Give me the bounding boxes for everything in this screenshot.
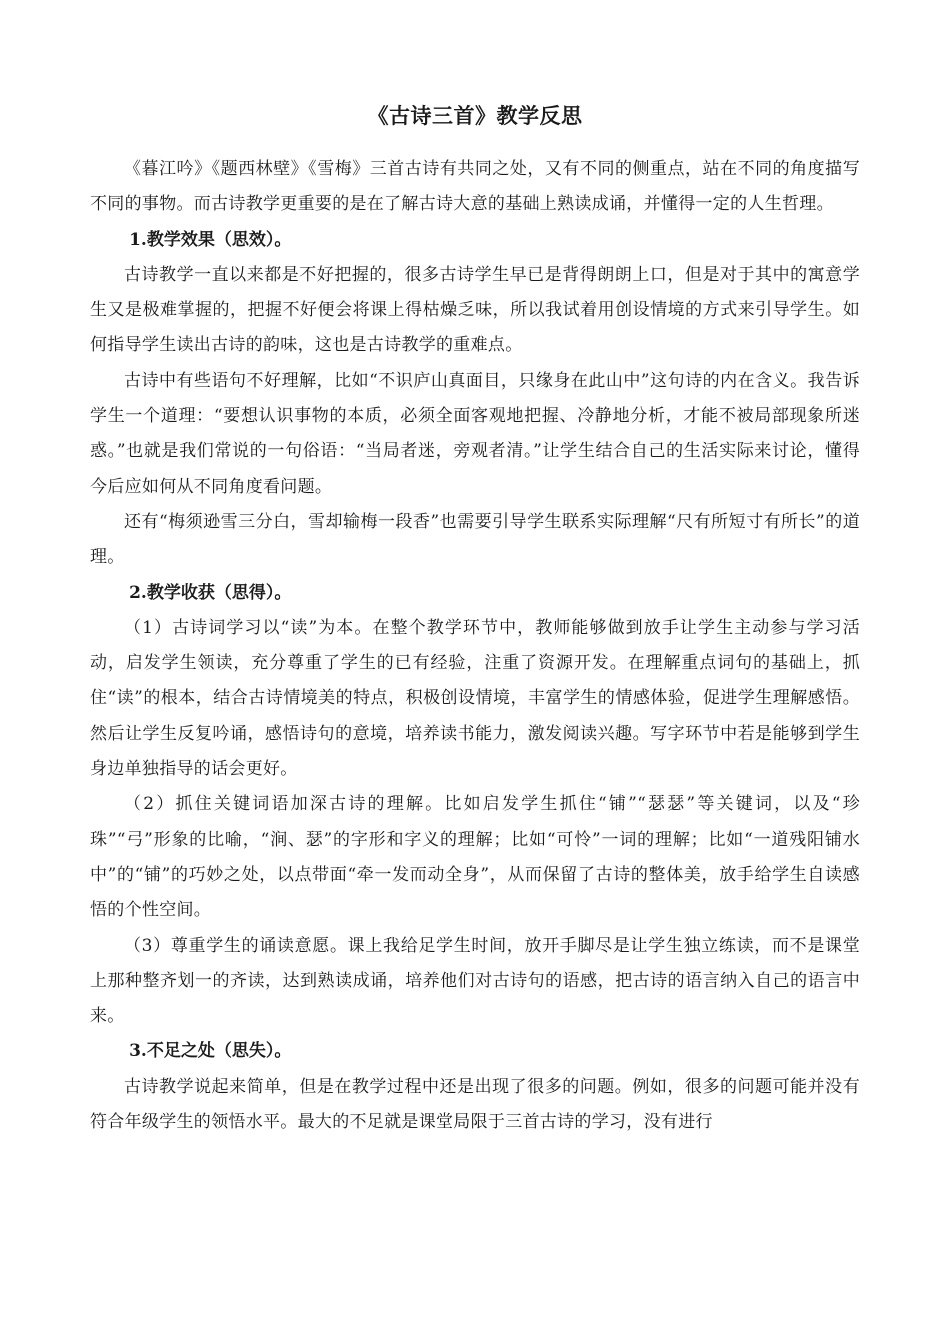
section-1-paragraph: 古诗教学一直以来都是不好把握的，很多古诗学生早已是背得朗朗上口，但是对于其中的寓意学生又是极难掌握的，把握不好便会将课上得枯燥乏味，所以我试着用创设情境的方式来引导学生。如何指导学生读出古诗的韵味，这也是古诗教学的重难点。 [90,264,860,356]
intro-paragraph: 《暮江吟》《题西林壁》《雪梅》三首古诗有共同之处，又有不同的侧重点，站在不同的角度描写不同的事物。而古诗教学更重要的是在了解古诗大意的基础上熟读成诵，并懂得一定的人生哲理。 [90,159,860,215]
section-2-heading: 2.教学收获（思得）。 [129,582,292,603]
section-3-heading: 3.不足之处（思失）。 [129,1041,292,1062]
section-1-heading: 1.教学效果（思效）。 [129,229,292,250]
section-1-paragraph: 古诗中有些语句不好理解，比如“不识庐山真面目，只缘身在此山中”这句诗的内在含义。我告诉学生一个道理：“要想认识事物的本质，必须全面客观地把握、冷静地分析，才能不被局部现象所迷惑。”也就是我们常说的一句俗语：“当局者迷，旁观者清。”让学生结合自己的生活实际来讨论，懂得今后应如何从不同角度看问题。 [90,370,860,497]
section-3-paragraph: 古诗教学说起来简单，但是在教学过程中还是出现了很多的问题。例如，很多的问题可能并没有符合年级学生的领悟水平。最大的不足就是课堂局限于三首古诗的学习，没有进行 [90,1076,860,1133]
section-2-paragraph: （1）古诗词学习以“读”为本。在整个教学环节中，教师能够做到放手让学生主动参与学习活动，启发学生领读，充分尊重了学生的已有经验，注重了资源开发。在理解重点词句的基础上，抓住“读”的根本，结合古诗情境美的特点，积极创设情境，丰富学生的情感体验，促进学生理解感悟。然后让学生反复吟诵，感悟诗句的意境，培养读书能力，激发阅读兴趣。写字环节中若是能够到学生身边单独指导的话会更好。 [90,617,860,780]
section-2-paragraph: （3）尊重学生的诵读意愿。课上我给足学生时间，放开手脚尽是让学生独立练读，而不是课堂上那种整齐划一的齐读，达到熟读成诵，培养他们对古诗句的语感，把古诗的语言纳入自己的语言中来。 [90,935,860,1027]
section-1-paragraph: 还有“梅须逊雪三分白，雪却输梅一段香”也需要引导学生联系实际理解“尺有所短寸有所长”的道理。 [90,511,860,568]
document-page [90,98,860,1140]
document-title: 《古诗三首》教学反思 [367,103,583,128]
section-2-paragraph: （2）抓住关键词语加深古诗的理解。比如启发学生抓住“铺”“瑟瑟”等关键词，以及“珍珠”“弓”形象的比喻，“涧、瑟”的字形和字义的理解；比如“可怜”一词的理解；比如“一道残阳铺水中”的“铺”的巧妙之处，以点带面“牵一发而动全身”，从而保留了古诗的整体美，放手给学生自读感悟的个性空间。 [90,794,860,921]
